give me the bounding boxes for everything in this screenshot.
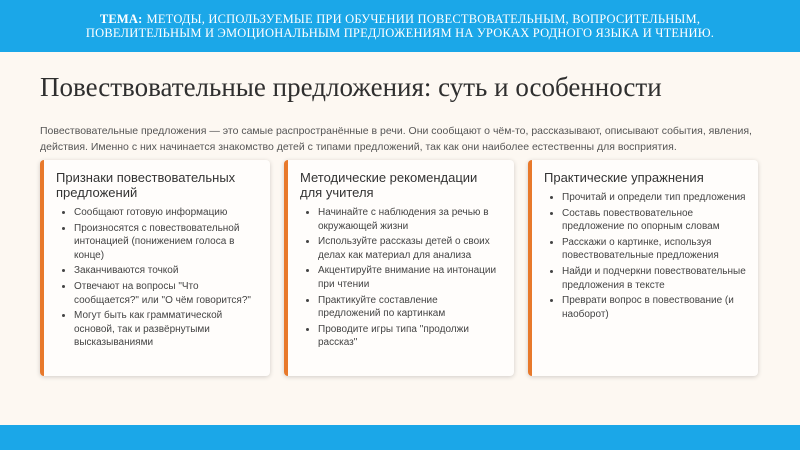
list-item: • Используйте рассказы детей о своих делах как материал для анализа [318,235,502,262]
card-list [300,206,502,350]
list-item: • Практикуйте составление предложений по картинкам [318,294,502,321]
topic-text: МЕТОДЫ, ИСПОЛЬЗУЕМЫЕ ПРИ ОБУЧЕНИИ ПОВЕСТВОВАТЕЛЬНЫМ, ВОПРОСИТЕЛЬНЫМ, ПОВЕЛИТЕЛЬНЫМ И ЭМОЦИОНАЛЬНЫМ ПРЕДЛОЖЕНИЯМ НА УРОКАХ РОДНОГО ЯЗЫКА И ЧТЕНИЮ. [85,12,715,40]
list-item: • Заканчиваются точкой [74,264,258,278]
topic-prefix: ТЕМА: [99,12,143,26]
list-item: • Проводите игры типа "продолжи рассказ" [318,323,502,350]
list-item: • Сообщают готовую информацию [74,206,258,220]
page-title: Повествовательные предложения: суть и особенности [40,72,662,102]
list-item: • Начинайте с наблюдения за речью в окружающей жизни [318,206,502,233]
card-title: Практические упражнения [544,170,704,185]
card-list [544,191,746,321]
list-item: • Составь повествовательное предложение по опорным словам [562,207,746,234]
list-item: • Преврати вопрос в повествование (и наоборот) [562,294,746,321]
card-list [56,206,258,350]
list-item: • Акцентируйте внимание на интонации при чтении [318,264,502,291]
topic-banner [0,0,800,52]
card-features [40,160,270,376]
list-item: • Прочитай и определи тип предложения [562,191,746,205]
list-item: • Могут быть как грамматической основой, так и развёрнутыми высказываниями [74,309,258,350]
list-item: • Расскажи о картинке, используя повествовательные предложения [562,236,746,263]
card-exercises [528,160,758,376]
card-recommendations [284,160,514,376]
intro-paragraph: Повествовательные предложения — это самые распространённые в речи. Они сообщают о чём-то, рассказывают, описывают события, явления, действия. Именно с них начинается знакомство детей с типами предложений, так как они наиболее естественны для восприятия. [40,125,752,153]
list-item: • Произносятся с повествовательной интонацией (понижением голоса в конце) [74,222,258,263]
topic-heading [50,12,750,40]
card-title: Методические рекомендации для учителя [300,170,478,200]
card-title: Признаки повествовательных предложений [56,170,236,200]
list-item: • Отвечают на вопросы "Что сообщается?" или "О чём говорится?" [74,280,258,307]
list-item: • Найди и подчеркни повествовательные предложения в тексте [562,265,746,292]
footer-bar [0,425,800,450]
